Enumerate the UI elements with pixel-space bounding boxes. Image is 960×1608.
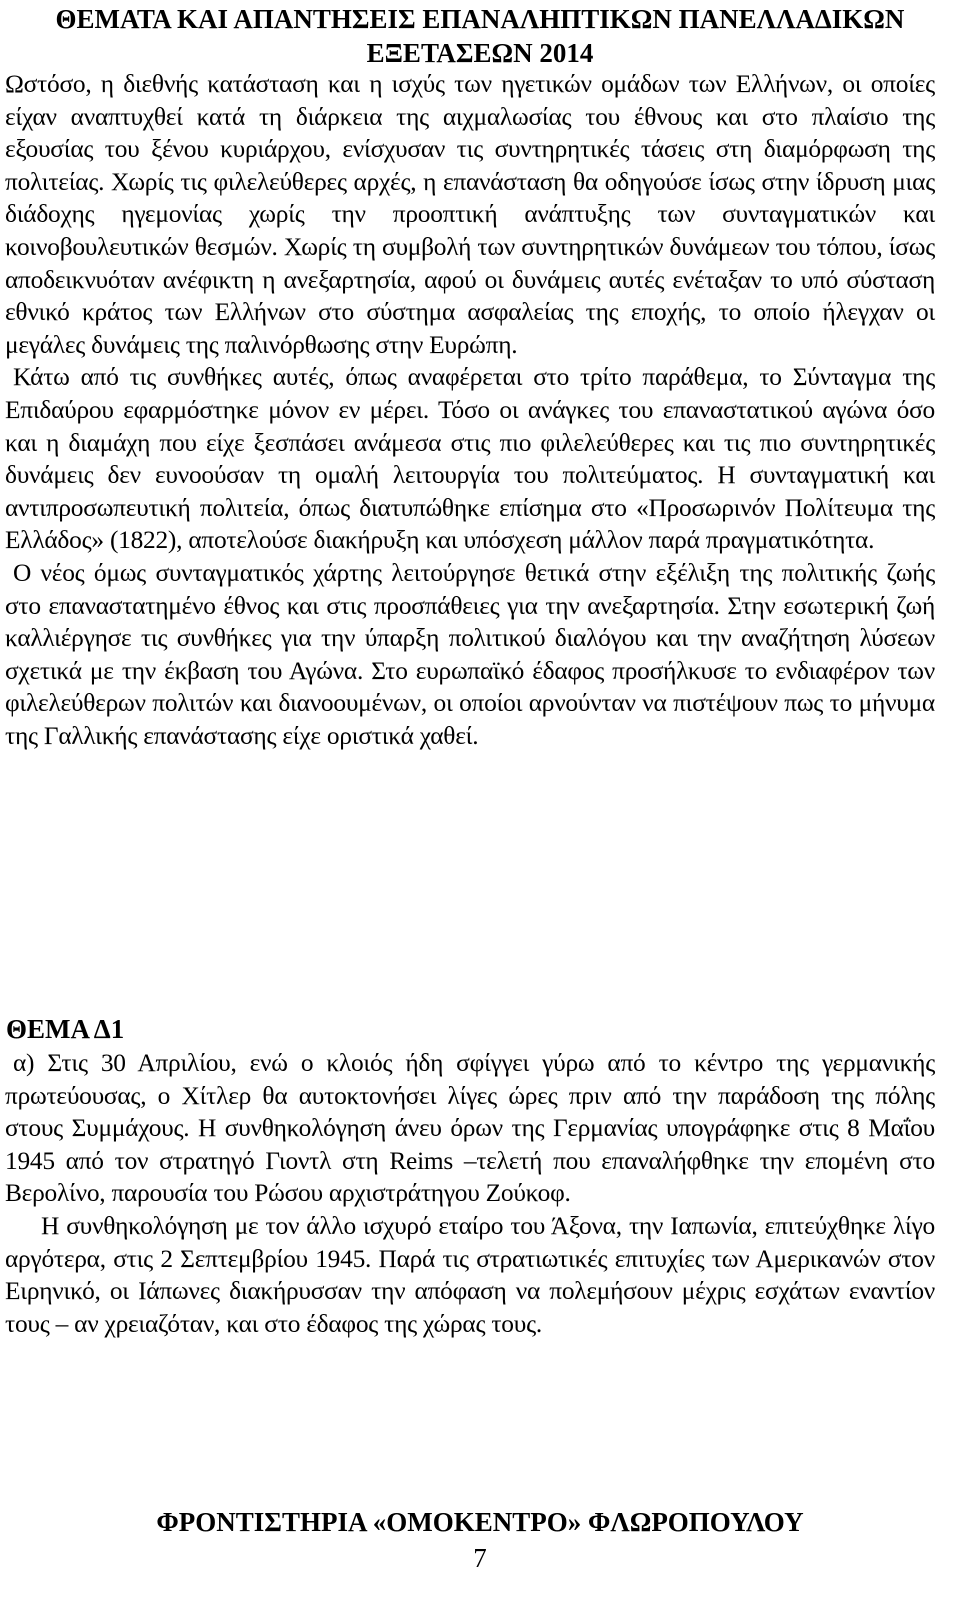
page-footer: ΦΡΟΝΤΙΣΤΗΡΙΑ «ΟΜΟΚΕΝΤΡΟ» ΦΛΩΡΟΠΟΥΛΟΥ — [156, 1507, 804, 1537]
page-header — [0, 2, 960, 70]
paragraph-1: Ωστόσο, η διεθνής κατάσταση και η ισχύς των ηγετικών ομάδων των Ελλήνων, οι οποίες είχαν αναπτυχθεί κατά τη διάρκεια της αιχμαλωσίας του έθνους και στο πλαίσιο της εξουσίας του ξένου κυριάρχου, ενίσχυσαν τις συντηρητικές τάσεις στη διαμόρφωση της πολιτείας. Χωρίς τις φιλελεύθερες αρχές, η επανάσταση θα οδηγούσε ίσως στην ίδρυση μιας διάδοχης ηγεμονίας χωρίς την προοπτική ανάπτυξης των συνταγματικών και κοινοβουλευτικών θεσμών. Χωρίς τη συμβολή των συντηρητικών δυνάμεων του τόπου, ίσως αποδεικνυόταν ανέφικτη η ανεξαρτησία, αφού οι δυνάμεις αυτές ενέταξαν το υπό σύσταση εθνικό κράτος των Ελλήνων στο σύστημα ασφαλείας της εποχής, το οποίο ήλεγχαν οι μεγάλες δυνάμεις της παλινόρθωσης στην Ευρώπη. — [5, 70, 935, 359]
page-number: 7 — [473, 1543, 487, 1573]
header-line-1: ΘΕΜΑΤΑ ΚΑΙ ΑΠΑΝΤΗΣΕΙΣ ΕΠΑΝΑΛΗΠΤΙΚΩΝ ΠΑΝΕΛΛΑΔΙΚΩΝ — [55, 4, 905, 34]
header-line-2: ΕΞΕΤΑΣΕΩΝ 2014 — [366, 38, 594, 68]
section-title: ΘΕΜΑ Δ1 — [6, 1014, 125, 1044]
answer-text — [5, 68, 935, 752]
section-paragraph-1: α) Στις 30 Απριλίου, ενώ ο κλοιός ήδη σφίγγει γύρω από το κέντρο της γερμανικής πρωτεύουσας, ο Χίτλερ θα αυτοκτονήσει λίγες ώρες πριν από την παράδοση της πόλης στους Συμμάχους. Η συνθηκολόγηση άνευ όρων της Γερμανίας υπογράφηκε στις 8 Μαΐου 1945 από τον στρατηγό Γιοντλ στη Reims –τελετή που επαναλήφθηκε την επομένη στο Βερολίνο, παρουσία του Ρώσου αρχιστράτηγου Ζούκοφ. — [5, 1049, 935, 1208]
paragraph-2: Κάτω από τις συνθήκες αυτές, όπως αναφέρεται στο τρίτο παράθεμα, το Σύνταγμα της Επιδαύρου εφαρμόστηκε μόνον εν μέρει. Τόσο οι ανάγκες του επαναστατικού αγώνα όσο και η διαμάχη που είχε ξεσπάσει ανάμεσα στις πιο φιλελεύθερες και τις πιο συντηρητικές δυνάμεις δεν ευνοούσαν τη ομαλή λειτουργία του πολιτεύματος. Η συνταγματική και αντιπροσωπευτική πολιτεία, όπως διατυπώθηκε επίσημα στο «Προσωρινόν Πολίτευμα της Ελλάδος» (1822), αποτελούσε διακήρυξη και υπόσχεση μάλλον παρά πραγματικότητα. — [5, 363, 935, 555]
section-text — [5, 1047, 935, 1340]
paragraph-3: Ο νέος όμως συνταγματικός χάρτης λειτούργησε θετικά στην εξέλιξη της πολιτικής ζωής στο επαναστατημένο έθνος και στις προσπάθειες για την ανεξαρτησία. Στην εσωτερική ζωή καλλιέργησε τις συνθήκες για την ύπαρξη πολιτικού διαλόγου και την αναζήτηση λύσεων σχετικά με την έκβαση του Αγώνα. Στο ευρωπαϊκό έδαφος προσήλκυσε το ενδιαφέρον των φιλελεύθερων πολιτών και διανοουμένων, οι οποίοι αρνούνταν να πιστέψουν πως το μήνυμα της Γαλλικής επανάστασης είχε οριστικά χαθεί. — [5, 558, 935, 750]
section-paragraph-2: Η συνθηκολόγηση με τον άλλο ισχυρό εταίρο του Άξονα, την Ιαπωνία, επιτεύχθηκε λίγο αργότερα, στις 2 Σεπτεμβρίου 1945. Παρά τις στρατιωτικές επιτυχίες των Αμερικανών στον Ειρηνικό, οι Ιάπωνες διακήρυσσαν την απόφαση να πολεμήσουν μέχρις εσχάτων εναντίον τους – αν χρειαζόταν, και στο έδαφος της χώρας τους. — [5, 1211, 935, 1338]
